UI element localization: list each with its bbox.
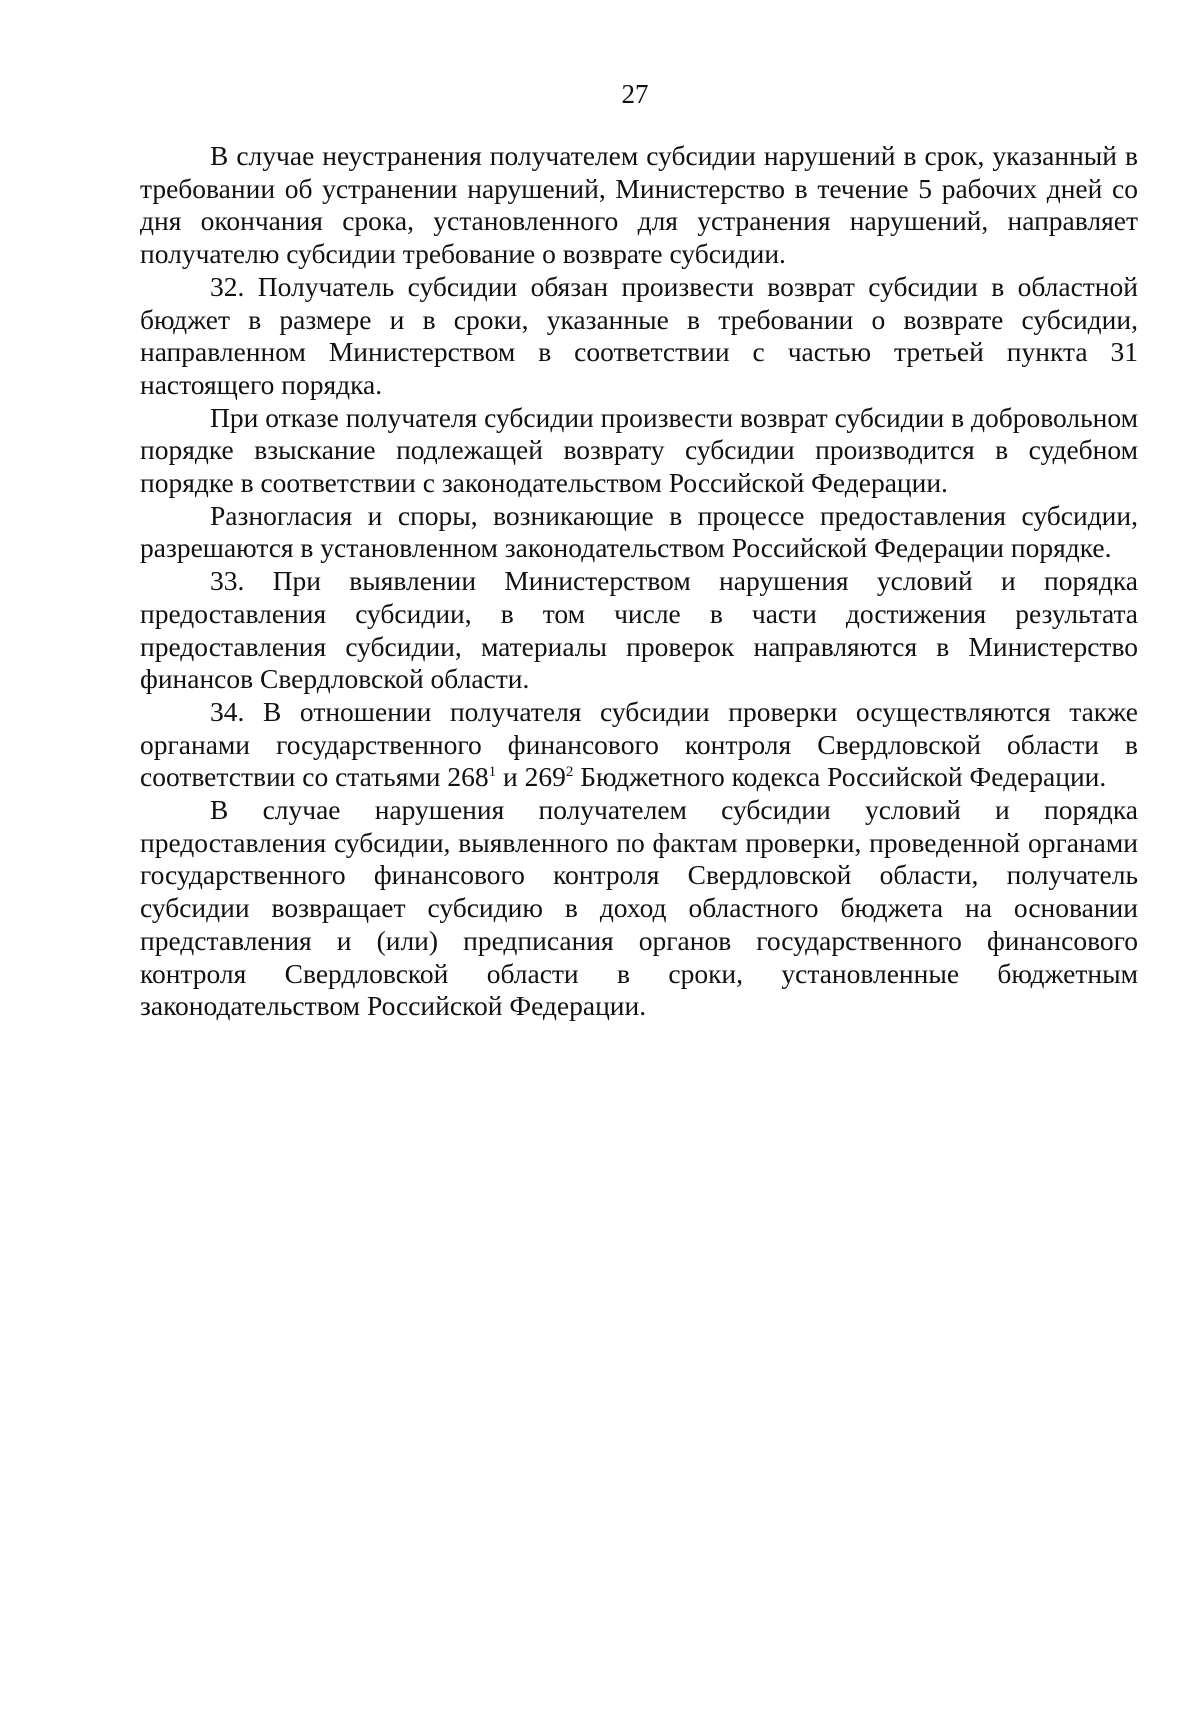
paragraph-violation-return: В случае нарушения получателем субсидии условий и порядка предоставления субсидии, выявленного по фактам проверки, проведенной органами государственного финансового контроля Свердловской области, получатель субсидии возвращает субсидию в доход областного бюджета на основании представления и (или) предписания органов государственного финансового контроля Свердловской области в сроки, установленные бюджетным законодательством Российской Федерации. [140,794,1138,1022]
page-number: 27 [621,79,649,109]
document-body [140,140,1138,1023]
paragraph-34-part3: Бюджетного кодекса Российской Федерации. [573,761,1107,793]
paragraph-disputes: Разногласия и споры, возникающие в процессе предоставления субсидии, разрешаются в установленном законодательством Российской Федерации порядке. [140,499,1138,564]
paragraph-33: 33. При выявлении Министерством нарушения условий и порядка предоставления субсидии, в том числе в части достижения результата предоставления субсидии, материалы проверок направляются в Министерство финансов Свердловской области. [140,565,1138,695]
paragraph-penalty-notice: В случае неустранения получателем субсидии нарушений в срок, указанный в требовании об устранении нарушений, Министерство в течение 5 рабочих дней со дня окончания срока, установленного для устранения нарушений, направляет получателю субсидии требование о возврате субсидии. [140,140,1138,270]
paragraph-34-part1: 34. В отношении получателя субсидии проверки осуществляются также органами государственного финансового контроля Свердловской области в соответствии со статьями 268 [140,695,1138,793]
paragraph-refusal: При отказе получателя субсидии произвести возврат субсидии в добровольном порядке взыскание подлежащей возврату субсидии производится в судебном порядке в соответствии с законодательством Российской Федерации. [140,401,1138,499]
article-268-superscript: 1 [488,764,497,781]
paragraph-34-part2: и 269 [496,761,566,793]
article-269-superscript: 2 [565,764,574,781]
paragraph-34 [140,696,1138,794]
paragraph-32: 32. Получатель субсидии обязан произвести возврат субсидии в областной бюджет в размере и в сроки, указанные в требовании о возврате субсидии, направленном Министерством в соответствии с частью третьей пункта 31 настоящего порядка. [140,270,1138,400]
